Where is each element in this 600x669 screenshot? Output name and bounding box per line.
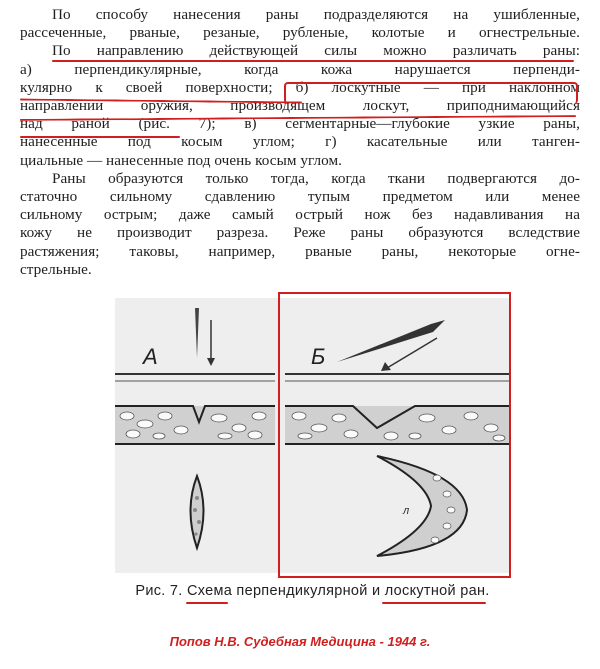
arrow-head-icon	[207, 358, 215, 366]
figure-caption: Рис. 7. Схема перпендикулярной и лоскутной ран.	[135, 583, 490, 599]
text-line: а) перпендикулярные, когда кожа нарушается перпенди-	[20, 60, 580, 78]
red-highlight-box	[284, 82, 578, 104]
red-underline	[382, 602, 486, 604]
panel-a-label: А	[143, 344, 158, 369]
text-line: По способу нанесения раны подразделяются на ушибленные,	[52, 6, 580, 23]
text-line: циальные — нанесенные под очень косым углом.	[20, 151, 342, 169]
body-text	[20, 6, 580, 279]
wound-top-view-a	[191, 476, 204, 548]
text-line: сильному острым; даже самый острый нож без надавливания на	[20, 206, 580, 224]
flap-label: л	[403, 505, 410, 517]
red-underline	[20, 136, 180, 138]
text-line: кожу не производит разреза. Реже раны образуются вследствие	[20, 224, 580, 242]
text-line: нанесенные под косым углом; г) касательные или танген-	[20, 133, 580, 151]
text-line: растяжения; таковы, например, рваные раны, некоторые огне-	[20, 242, 580, 260]
text-line: По направлению действующей силы можно различать раны:	[52, 42, 580, 60]
red-annotation-box	[278, 292, 511, 578]
panel-a	[115, 308, 275, 548]
blade-icon	[195, 308, 199, 358]
panel-b-label: Б	[311, 344, 326, 369]
text-line: направлении оружия, производящем лоскут, приподнимающийся	[20, 97, 580, 115]
text-line: статочно сильному сдавлению тупым предметом или менее	[20, 188, 580, 206]
red-underline	[52, 60, 574, 62]
source-footer: Попов Н.В. Судебная Медицина - 1944 г.	[169, 634, 431, 649]
red-underline	[186, 602, 228, 604]
text-line: Раны образуются только тогда, когда ткани подвергаются до-	[52, 169, 580, 187]
text-line: кулярно к своей поверхности; б) лоскутные — при наклонном	[20, 78, 580, 96]
text-line: над раной (рис. 7); в) сегментарные—глубокие узкие раны,	[20, 115, 580, 133]
text-line: стрельные.	[20, 260, 92, 278]
text-line: рассеченные, рваные, резаные, рубленые, колотые и огнестрельные.	[20, 24, 580, 42]
